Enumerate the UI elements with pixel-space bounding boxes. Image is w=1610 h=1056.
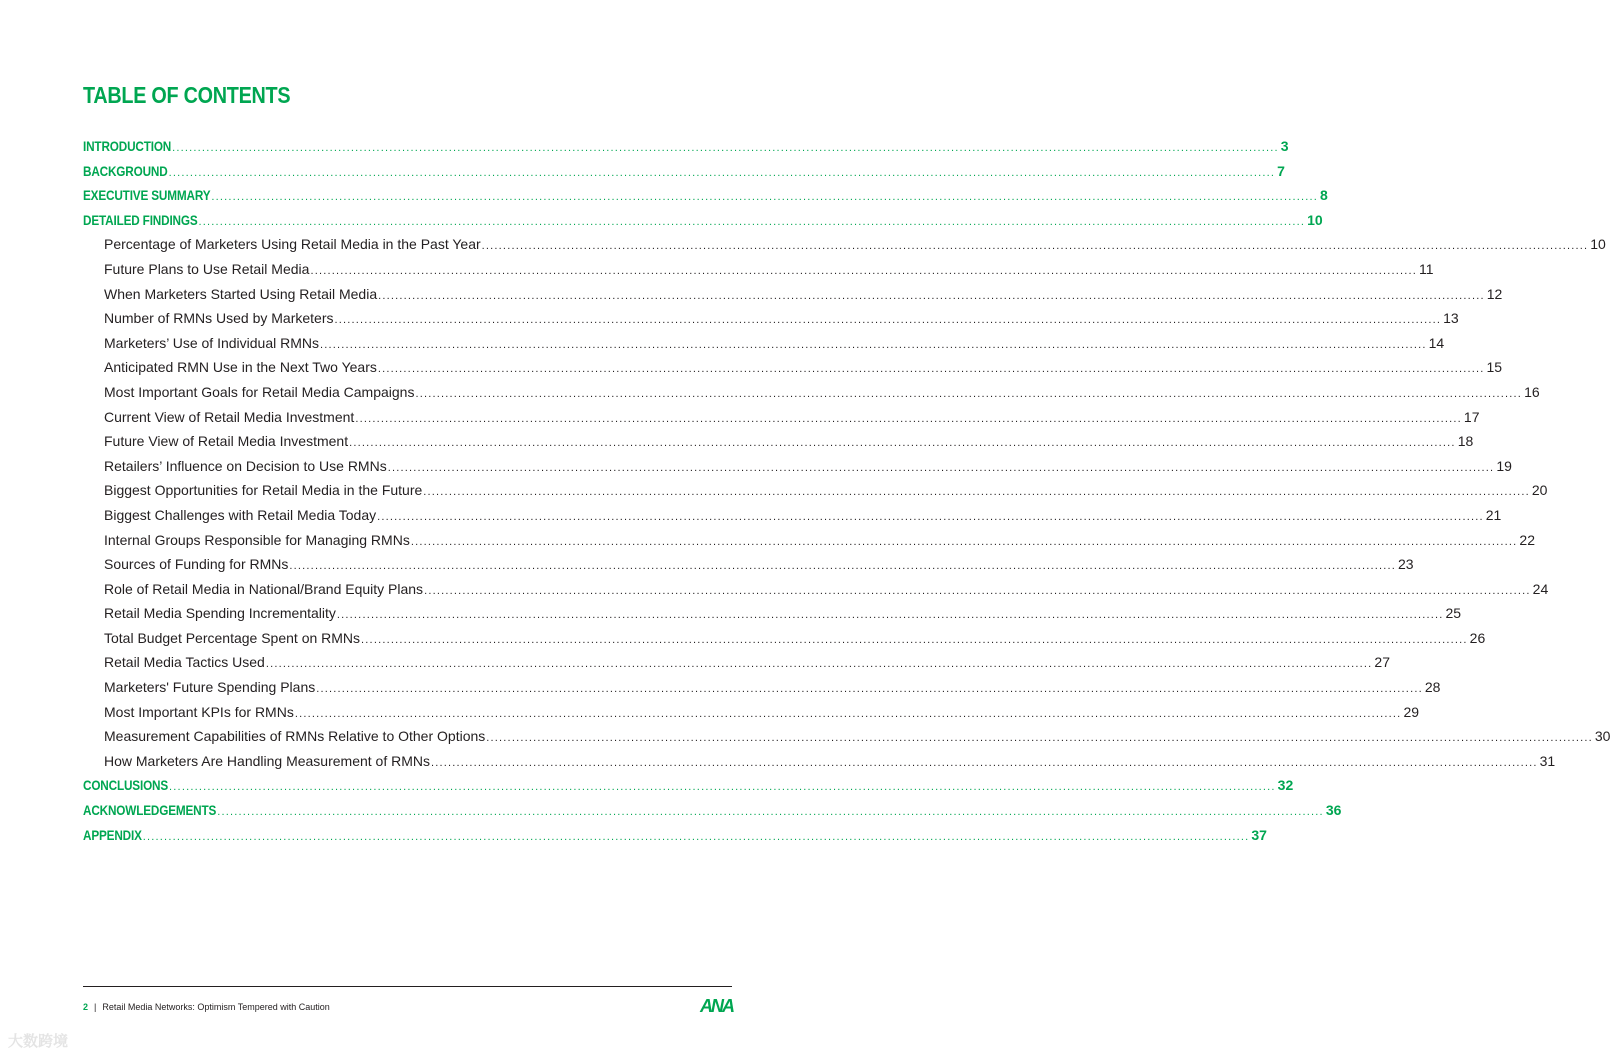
toc-entry-label: Marketers' Future Spending Plans bbox=[104, 679, 316, 696]
toc-dot-leader: .................................................................................................................................................................................................................................................................... bbox=[169, 781, 1276, 794]
toc-entry-label-wrap bbox=[83, 773, 168, 798]
toc-entry-page-number: 26 bbox=[1469, 629, 1486, 646]
toc-entry-label: Sources of Funding for RMNs bbox=[104, 556, 289, 573]
toc-subsection-entry[interactable] bbox=[83, 749, 1556, 774]
toc-dot-leader: .................................................................................................................................................................................................................................................................... bbox=[431, 756, 1538, 769]
ana-logo-text: ANA bbox=[700, 996, 733, 1016]
toc-entry-page-number: 19 bbox=[1496, 457, 1512, 474]
toc-subsection-entry[interactable] bbox=[83, 650, 1390, 675]
toc-entry-label: CONCLUSIONS bbox=[83, 777, 169, 794]
toc-subsection-entry[interactable] bbox=[83, 528, 1535, 553]
toc-dot-leader: .................................................................................................................................................................................................................................................................... bbox=[334, 314, 1442, 327]
toc-entry-label: Retailers’ Influence on Decision to Use RMNs bbox=[104, 457, 387, 474]
footer-page-number: 2 bbox=[83, 1002, 89, 1012]
footer bbox=[83, 1002, 330, 1012]
toc-entry-page-number: 8 bbox=[1320, 187, 1328, 204]
toc-entry-label: BACKGROUND bbox=[83, 162, 168, 179]
toc-subsection-entry[interactable] bbox=[83, 331, 1445, 356]
toc-subsection-entry[interactable] bbox=[83, 355, 1503, 380]
toc-section-entry[interactable] bbox=[83, 773, 1294, 798]
toc-dot-leader: .................................................................................................................................................................................................................................................................... bbox=[349, 437, 1456, 450]
toc-entry-page-number: 12 bbox=[1486, 285, 1503, 302]
toc-entry-label-wrap bbox=[83, 183, 210, 208]
toc-dot-leader: .................................................................................................................................................................................................................................................................... bbox=[377, 363, 1485, 376]
toc-dot-leader: .................................................................................................................................................................................................................................................................... bbox=[168, 166, 1276, 179]
toc-section-entry[interactable] bbox=[83, 798, 1342, 823]
toc-subsection-entry[interactable] bbox=[83, 552, 1414, 577]
toc-subsection-entry[interactable] bbox=[83, 380, 1540, 405]
toc-entry-page-number: 24 bbox=[1532, 580, 1549, 597]
ana-logo-icon bbox=[700, 996, 733, 1017]
toc-subsection-entry[interactable] bbox=[83, 601, 1462, 626]
toc-entry-page-number: 11 bbox=[1419, 260, 1434, 277]
footer-divider bbox=[83, 986, 732, 987]
toc-entry-label: Most Important KPIs for RMNs bbox=[104, 703, 294, 720]
toc-entry-page-number: 14 bbox=[1428, 334, 1445, 351]
toc-subsection-entry[interactable] bbox=[83, 257, 1434, 282]
toc-subsection-entry[interactable] bbox=[83, 626, 1486, 651]
toc-entry-page-number: 3 bbox=[1280, 138, 1289, 154]
toc-entry-page-number: 37 bbox=[1251, 826, 1267, 843]
toc-entry-page-number: 30 bbox=[1594, 728, 1610, 745]
toc-section-entry[interactable] bbox=[83, 183, 1328, 208]
toc-entry-label: Current View of Retail Media Investment bbox=[104, 408, 355, 425]
toc-dot-leader: .................................................................................................................................................................................................................................................................... bbox=[415, 387, 1523, 400]
toc-subsection-entry[interactable] bbox=[83, 700, 1420, 725]
toc-dot-leader: .................................................................................................................................................................................................................................................................... bbox=[310, 264, 1418, 277]
toc-section-entry[interactable] bbox=[83, 159, 1285, 184]
toc-entry-label: Internal Groups Responsible for Managing RMNs bbox=[104, 531, 410, 548]
toc-entry-page-number: 7 bbox=[1277, 162, 1285, 179]
toc-dot-leader: .................................................................................................................................................................................................................................................................... bbox=[361, 633, 1468, 646]
toc-entry-page-number: 13 bbox=[1443, 310, 1459, 327]
toc-dot-leader: .................................................................................................................................................................................................................................................................... bbox=[198, 215, 1306, 228]
toc-dot-leader: .................................................................................................................................................................................................................................................................... bbox=[410, 535, 1518, 548]
toc-entry-page-number: 10 bbox=[1307, 211, 1323, 228]
toc-entry-label: Retail Media Spending Incrementality bbox=[104, 605, 336, 622]
toc-subsection-entry[interactable] bbox=[83, 675, 1441, 700]
toc-dot-leader: .................................................................................................................................................................................................................................................................... bbox=[211, 191, 1318, 204]
toc-entry-label: Total Budget Percentage Spent on RMNs bbox=[104, 629, 361, 646]
toc-entry-page-number: 32 bbox=[1277, 777, 1294, 794]
toc-entry-page-number: 18 bbox=[1457, 433, 1474, 450]
toc-entry-label: When Marketers Started Using Retail Media bbox=[104, 285, 378, 302]
toc-subsection-entry[interactable] bbox=[83, 282, 1503, 307]
toc-entry-page-number: 20 bbox=[1531, 482, 1548, 499]
toc-entry-label: INTRODUCTION bbox=[83, 138, 172, 154]
toc-subsection-entry[interactable] bbox=[83, 429, 1474, 454]
toc-entry-page-number: 29 bbox=[1403, 703, 1420, 720]
toc-entry-page-number: 31 bbox=[1539, 752, 1556, 769]
toc-entry-label-wrap bbox=[83, 208, 198, 233]
toc-subsection-entry[interactable] bbox=[83, 306, 1459, 331]
toc-entry-label: Anticipated RMN Use in the Next Two Years bbox=[104, 359, 377, 376]
toc-dot-leader: .................................................................................................................................................................................................................................................................... bbox=[217, 806, 1324, 819]
toc-dot-leader: .................................................................................................................................................................................................................................................................... bbox=[424, 584, 1531, 597]
toc-entry-label: DETAILED FINDINGS bbox=[83, 211, 198, 228]
toc-dot-leader: .................................................................................................................................................................................................................................................................... bbox=[289, 560, 1397, 573]
toc-subsection-entry[interactable] bbox=[83, 454, 1512, 479]
toc-entry-page-number: 25 bbox=[1445, 605, 1462, 622]
toc-subsection-entry[interactable] bbox=[83, 503, 1502, 528]
toc-dot-leader: .................................................................................................................................................................................................................................................................... bbox=[481, 240, 1589, 253]
toc-dot-leader: .................................................................................................................................................................................................................................................................... bbox=[320, 338, 1427, 351]
page-title: TABLE OF CONTENTS bbox=[83, 82, 291, 108]
toc-entry-page-number: 36 bbox=[1325, 802, 1342, 819]
toc-entry-page-number: 17 bbox=[1463, 408, 1480, 425]
toc-dot-leader: .................................................................................................................................................................................................................................................................... bbox=[377, 510, 1484, 523]
toc-section-entry[interactable] bbox=[83, 208, 1323, 233]
toc-subsection-entry[interactable] bbox=[83, 232, 1606, 257]
footer-separator: | bbox=[94, 1002, 97, 1012]
toc-entry-label: Future Plans to Use Retail Media bbox=[104, 260, 310, 277]
toc-dot-leader: .................................................................................................................................................................................................................................................................... bbox=[142, 830, 1250, 843]
toc-dot-leader: .................................................................................................................................................................................................................................................................... bbox=[316, 683, 1423, 696]
footer-doc-title: Retail Media Networks: Optimism Tempered with Caution bbox=[102, 1002, 330, 1012]
toc-dot-leader: .................................................................................................................................................................................................................................................................... bbox=[172, 142, 1279, 154]
toc-entry-page-number: 28 bbox=[1424, 679, 1441, 696]
toc-subsection-entry[interactable] bbox=[83, 577, 1549, 602]
toc-entry-label-wrap bbox=[83, 159, 168, 184]
toc-section-entry[interactable] bbox=[83, 823, 1267, 848]
toc-entry-label-wrap bbox=[83, 823, 142, 848]
toc-entry-label: Number of RMNs Used by Marketers bbox=[104, 310, 334, 327]
toc-entry-label: Percentage of Marketers Using Retail Media in the Past Year bbox=[104, 236, 481, 253]
toc-entry-page-number: 21 bbox=[1485, 506, 1502, 523]
toc-subsection-entry[interactable] bbox=[83, 478, 1548, 503]
toc-entry-page-number: 15 bbox=[1486, 359, 1503, 376]
watermark: 大数跨境 bbox=[8, 1033, 69, 1050]
toc-dot-leader: .................................................................................................................................................................................................................................................................... bbox=[378, 289, 1485, 302]
toc-subsection-entry[interactable] bbox=[83, 405, 1480, 430]
toc-entry-page-number: 27 bbox=[1374, 654, 1390, 671]
toc-dot-leader: .................................................................................................................................................................................................................................................................... bbox=[423, 486, 1530, 499]
toc-entry-label: Retail Media Tactics Used bbox=[104, 654, 265, 671]
toc-section-entry[interactable] bbox=[83, 134, 1289, 159]
toc-subsection-entry[interactable] bbox=[83, 724, 1610, 749]
toc-entry-label: APPENDIX bbox=[83, 826, 142, 843]
toc-entry-page-number: 22 bbox=[1519, 531, 1535, 548]
toc-entry-label-wrap bbox=[83, 798, 216, 823]
toc-entry-page-number: 16 bbox=[1524, 383, 1540, 400]
toc-dot-leader: .................................................................................................................................................................................................................................................................... bbox=[265, 658, 1373, 671]
toc-entry-label: ACKNOWLEDGEMENTS bbox=[83, 802, 217, 819]
toc-entry-label-wrap bbox=[83, 134, 171, 159]
toc-dot-leader: .................................................................................................................................................................................................................................................................... bbox=[336, 609, 1444, 622]
toc-entry-page-number: 23 bbox=[1398, 556, 1414, 573]
table-of-contents bbox=[83, 134, 1610, 847]
toc-dot-leader: .................................................................................................................................................................................................................................................................... bbox=[355, 412, 1462, 425]
toc-entry-label: Biggest Opportunities for Retail Media in the Future bbox=[104, 482, 423, 499]
toc-dot-leader: .................................................................................................................................................................................................................................................................... bbox=[486, 732, 1593, 745]
toc-entry-label: EXECUTIVE SUMMARY bbox=[83, 187, 211, 204]
toc-dot-leader: .................................................................................................................................................................................................................................................................... bbox=[387, 461, 1495, 474]
toc-entry-label: Future View of Retail Media Investment bbox=[104, 433, 349, 450]
toc-entry-page-number: 10 bbox=[1590, 236, 1606, 253]
toc-entry-label: Measurement Capabilities of RMNs Relative to Other Options bbox=[104, 728, 486, 745]
toc-entry-label: Most Important Goals for Retail Media Campaigns bbox=[104, 383, 415, 400]
toc-dot-leader: .................................................................................................................................................................................................................................................................... bbox=[294, 707, 1402, 720]
toc-entry-label: Marketers’ Use of Individual RMNs bbox=[104, 334, 319, 351]
toc-entry-label: Role of Retail Media in National/Brand Equity Plans bbox=[104, 580, 424, 597]
toc-entry-label: How Marketers Are Handling Measurement of RMNs bbox=[104, 752, 431, 769]
toc-entry-label: Biggest Challenges with Retail Media Today bbox=[104, 506, 377, 523]
